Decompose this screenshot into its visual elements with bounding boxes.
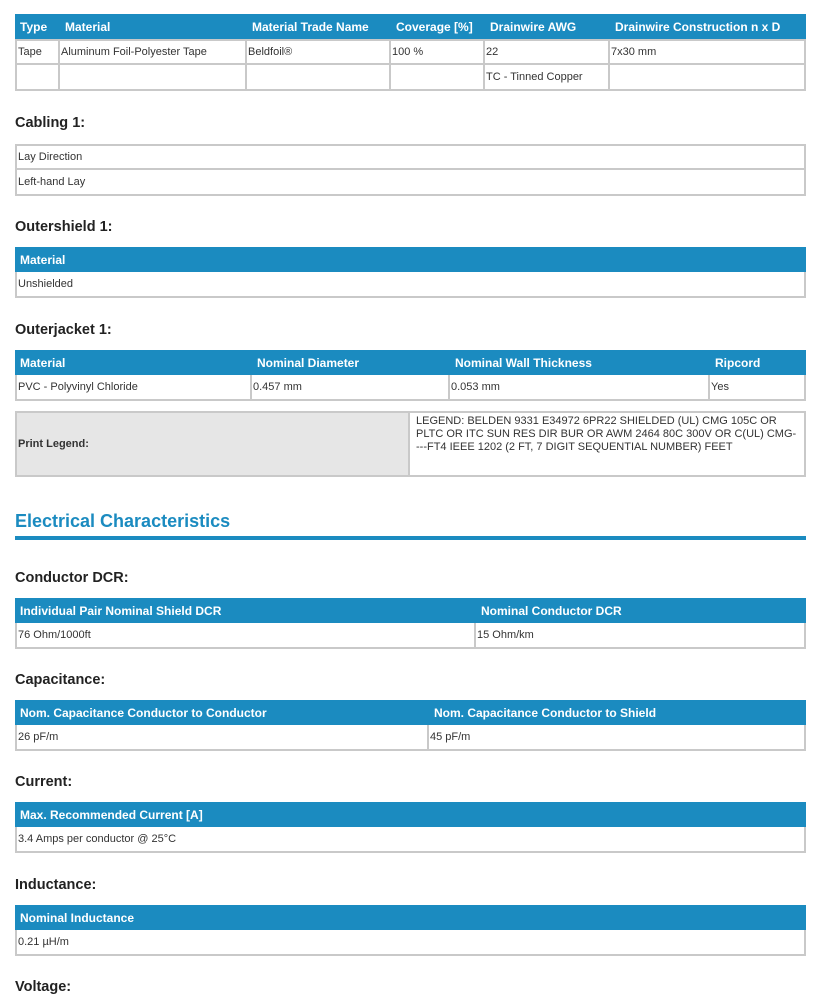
conductor-dcr-block: [15, 598, 806, 649]
outerjacket-header: [15, 350, 806, 375]
current-heading: Current:: [15, 774, 73, 790]
table-cell: Beldfoil®: [247, 39, 391, 65]
table-row: [15, 375, 806, 401]
outershield-table: [15, 247, 806, 298]
col-header-drainwire-construction: Drainwire Construction n x D: [610, 14, 806, 39]
inductance-table: [15, 905, 806, 956]
table-cell: 0.21 µH/m: [15, 930, 806, 956]
capacitance-header: [15, 700, 806, 725]
outershield-block: [15, 247, 806, 298]
col-header-drainwire-awg: Drainwire AWG: [485, 14, 610, 39]
table-cell: [391, 65, 485, 91]
electrical-section-title: Electrical Characteristics: [15, 511, 231, 531]
print-legend-label: Print Legend:: [15, 411, 410, 477]
table-cell: [247, 65, 391, 91]
table-cell: 26 pF/m: [15, 725, 429, 751]
col-header-conductor-dcr: Nominal Conductor DCR: [476, 598, 806, 623]
conductor-dcr-heading: Conductor DCR:: [15, 570, 129, 586]
outershield-heading: Outershield 1:: [15, 219, 113, 235]
outerjacket-heading: Outerjacket 1:: [15, 322, 112, 338]
print-legend-text: LEGEND: BELDEN 9331 E34972 6PR22 SHIELDED (UL) CMG 105C OR PLTC OR ITC SUN RES DIR BUR OR AWM 2464 80C 300V OR C(UL) CMG----FT4 IEEE 1202 (2 FT, 7 DIGIT SEQUENTIAL NUMBER) FEET: [410, 411, 806, 477]
table-cell: TC - Tinned Copper: [485, 65, 610, 91]
conductor-dcr-header: [15, 598, 806, 623]
table-cell: 76 Ohm/1000ft: [15, 623, 476, 649]
col-header-material: Material: [60, 14, 247, 39]
table-cell: [610, 65, 806, 91]
table-cell: 22: [485, 39, 610, 65]
col-header-cap-shield: Nom. Capacitance Conductor to Shield: [429, 700, 806, 725]
table-cell: Yes: [710, 375, 806, 401]
shield-table-header: [15, 14, 806, 39]
outerjacket-block: [15, 350, 806, 401]
table-cell: Unshielded: [15, 272, 806, 298]
table-row: [15, 930, 806, 956]
inductance-block: [15, 905, 806, 956]
table-cell: Lay Direction: [15, 144, 806, 170]
cabling-block: [15, 144, 806, 196]
current-header: [15, 802, 806, 827]
capacitance-table: [15, 700, 806, 751]
current-table: [15, 802, 806, 853]
cabling-table: [15, 144, 806, 196]
shield-table-block: [15, 14, 806, 91]
inductance-header: [15, 905, 806, 930]
table-cell: 0.053 mm: [450, 375, 710, 401]
table-row: [15, 170, 806, 196]
col-header-trade-name: Material Trade Name: [247, 14, 391, 39]
table-cell: 0.457 mm: [252, 375, 450, 401]
col-header-nominal-diameter: Nominal Diameter: [252, 350, 450, 375]
print-legend-table: [15, 411, 806, 477]
capacitance-heading: Capacitance:: [15, 672, 106, 688]
table-cell: 15 Ohm/km: [476, 623, 806, 649]
table-row: [15, 39, 806, 65]
voltage-heading: Voltage:: [15, 979, 72, 995]
print-legend-block: [15, 411, 806, 477]
table-cell: 3.4 Amps per conductor @ 25°C: [15, 827, 806, 853]
conductor-dcr-table: [15, 598, 806, 649]
inductance-heading: Inductance:: [15, 877, 97, 893]
col-header-ripcord: Ripcord: [710, 350, 806, 375]
outershield-header: [15, 247, 806, 272]
cabling-heading: Cabling 1:: [15, 115, 86, 131]
current-block: [15, 802, 806, 853]
table-row: [15, 144, 806, 170]
col-header-cap-conductor: Nom. Capacitance Conductor to Conductor: [15, 700, 429, 725]
table-row: [15, 827, 806, 853]
table-row: [15, 272, 806, 298]
col-header-material: Material: [15, 247, 806, 272]
capacitance-block: [15, 700, 806, 751]
table-cell: 100 %: [391, 39, 485, 65]
col-header-nominal-wall-thickness: Nominal Wall Thickness: [450, 350, 710, 375]
outerjacket-table: [15, 350, 806, 401]
shield-table: [15, 14, 806, 91]
col-header-type: Type: [15, 14, 60, 39]
table-row: [15, 623, 806, 649]
table-row: [15, 411, 806, 477]
table-cell: [15, 65, 60, 91]
col-header-max-current: Max. Recommended Current [A]: [15, 802, 806, 827]
table-row: [15, 725, 806, 751]
table-cell: 7x30 mm: [610, 39, 806, 65]
col-header-shield-dcr: Individual Pair Nominal Shield DCR: [15, 598, 476, 623]
col-header-material: Material: [15, 350, 252, 375]
table-row: [15, 65, 806, 91]
col-header-coverage: Coverage [%]: [391, 14, 485, 39]
table-cell: Aluminum Foil-Polyester Tape: [60, 39, 247, 65]
table-cell: 45 pF/m: [429, 725, 806, 751]
table-cell: PVC - Polyvinyl Chloride: [15, 375, 252, 401]
table-cell: Tape: [15, 39, 60, 65]
table-cell: Left-hand Lay: [15, 170, 806, 196]
col-header-nominal-inductance: Nominal Inductance: [15, 905, 806, 930]
section-divider: [15, 536, 806, 540]
table-cell: [60, 65, 247, 91]
